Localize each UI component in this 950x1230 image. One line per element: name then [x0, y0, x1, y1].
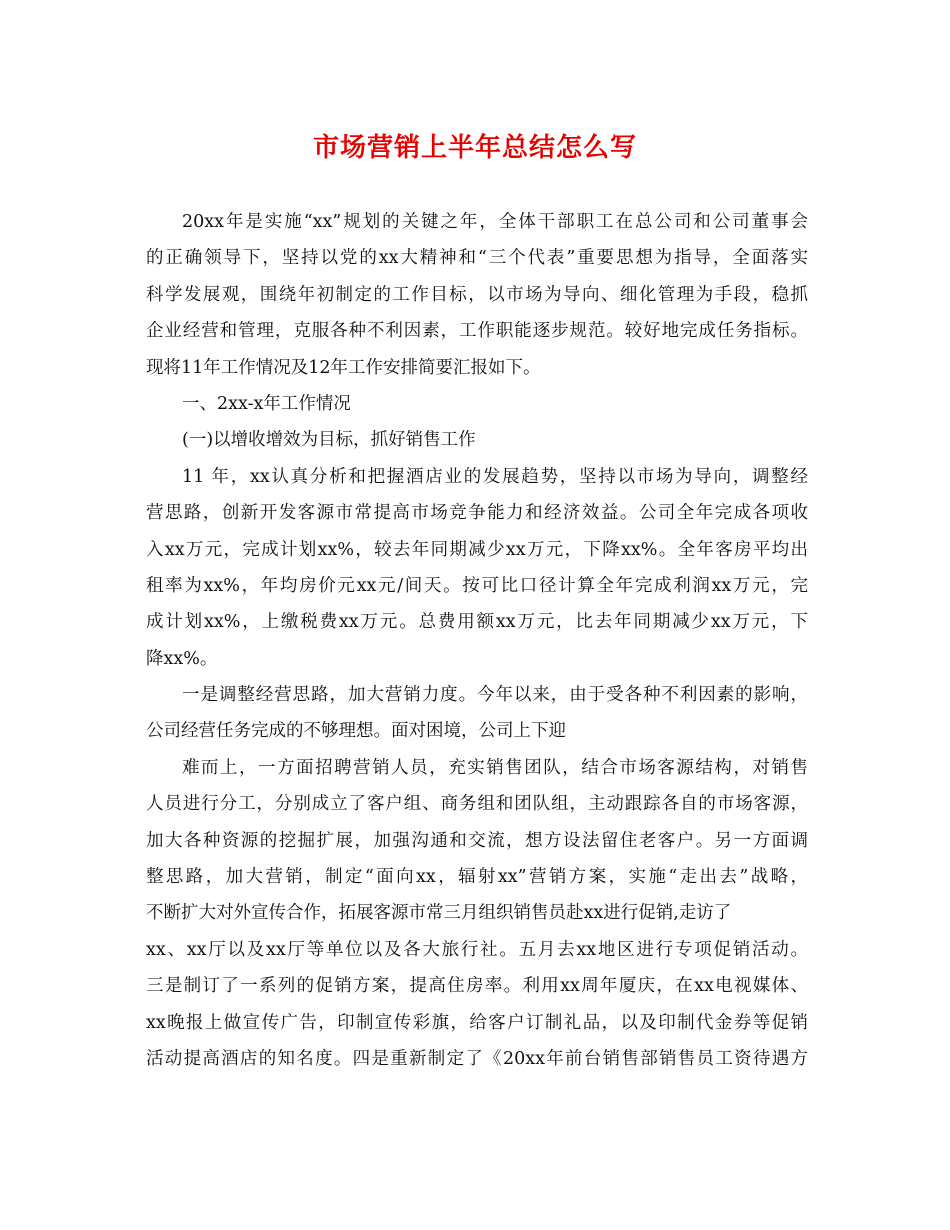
body-text-line: 的正确领导下，坚持以党的xx大精神和“三个代表”重要思想为指导，全面落实	[146, 248, 808, 269]
body-text-line: 不断扩大对外宣传合作，拓展客源市常三月组织销售员赴xx进行促销,走访了	[146, 903, 732, 924]
body-text-line: 企业经营和管理，克服各种不利因素，工作职能逐步规范。较好地完成任务指标。	[146, 321, 808, 342]
body-text-line: 一是调整经营思路，加大营销力度。今年以来，由于受各种不利因素的影响，	[182, 685, 808, 706]
body-text-line: 租率为xx%，年均房价元xx元/间天。按可比口径计算全年完成利润xx万元，完	[146, 575, 808, 596]
body-text-line: 成计划xx%，上缴税费xx万元。总费用额xx万元，比去年同期减少xx万元，下	[146, 612, 808, 633]
body-text-line: 入xx万元，完成计划xx%，较去年同期减少xx万元，下降xx%。全年客房平均出	[146, 539, 808, 560]
body-text-line: 三是制订了一系列的促销方案，提高住房率。利用xx周年厦庆，在xx电视媒体、	[146, 976, 808, 997]
body-text-line: 公司经营任务完成的不够理想。面对困境，公司上下迎	[146, 721, 566, 742]
body-text-line: xx晚报上做宣传广告，印制宣传彩旗，给客户订制礼品，以及印制代金券等促销	[146, 1012, 808, 1033]
body-text-line: 难而上，一方面招聘营销人员，充实销售团队，结合市场客源结构，对销售	[182, 757, 808, 778]
body-text-line: 整思路，加大营销，制定“面向xx，辐射xx”营销方案，实施“走出去”战略，	[146, 867, 808, 888]
body-text-line: xx、xx厅以及xx厅等单位以及各大旅行社。五月去xx地区进行专项促销活动。	[146, 939, 808, 960]
body-text-line: 11 年，xx认真分析和把握酒店业的发展趋势，坚持以市场为导向，调整经	[182, 466, 808, 487]
body-text-line: 加大各种资源的挖掘扩展，加强沟通和交流，想方设法留住老客户。另一方面调	[146, 830, 808, 851]
document-body	[146, 204, 808, 1077]
body-text-line: (一)以增收增效为目标，抓好销售工作	[182, 430, 476, 451]
body-text-line: 降xx%。	[146, 648, 218, 669]
body-text-line: 一、2xx-x年工作情况	[182, 393, 351, 414]
body-text-line: 营思路，创新开发客源市常提高市场竞争能力和经济效益。公司全年完成各项收	[146, 503, 808, 524]
body-text-line: 20xx年是实施“xx”规划的关键之年，全体干部职工在总公司和公司董事会	[182, 212, 808, 232]
document-title: 市场营销上半年总结怎么写	[312, 133, 637, 163]
body-text-line: 现将11年工作情况及12年工作安排简要汇报如下。	[146, 357, 541, 378]
body-text-line: 科学发展观，围绕年初制定的工作目标，以市场为导向、细化管理为手段，稳抓	[146, 284, 808, 305]
body-text-line: 人员进行分工，分别成立了客户组、商务组和团队组，主动跟踪各自的市场客源，	[146, 794, 808, 815]
body-text-line: 活动提高酒店的知名度。四是重新制定了《20xx年前台销售部销售员工资待遇方	[146, 1048, 808, 1069]
